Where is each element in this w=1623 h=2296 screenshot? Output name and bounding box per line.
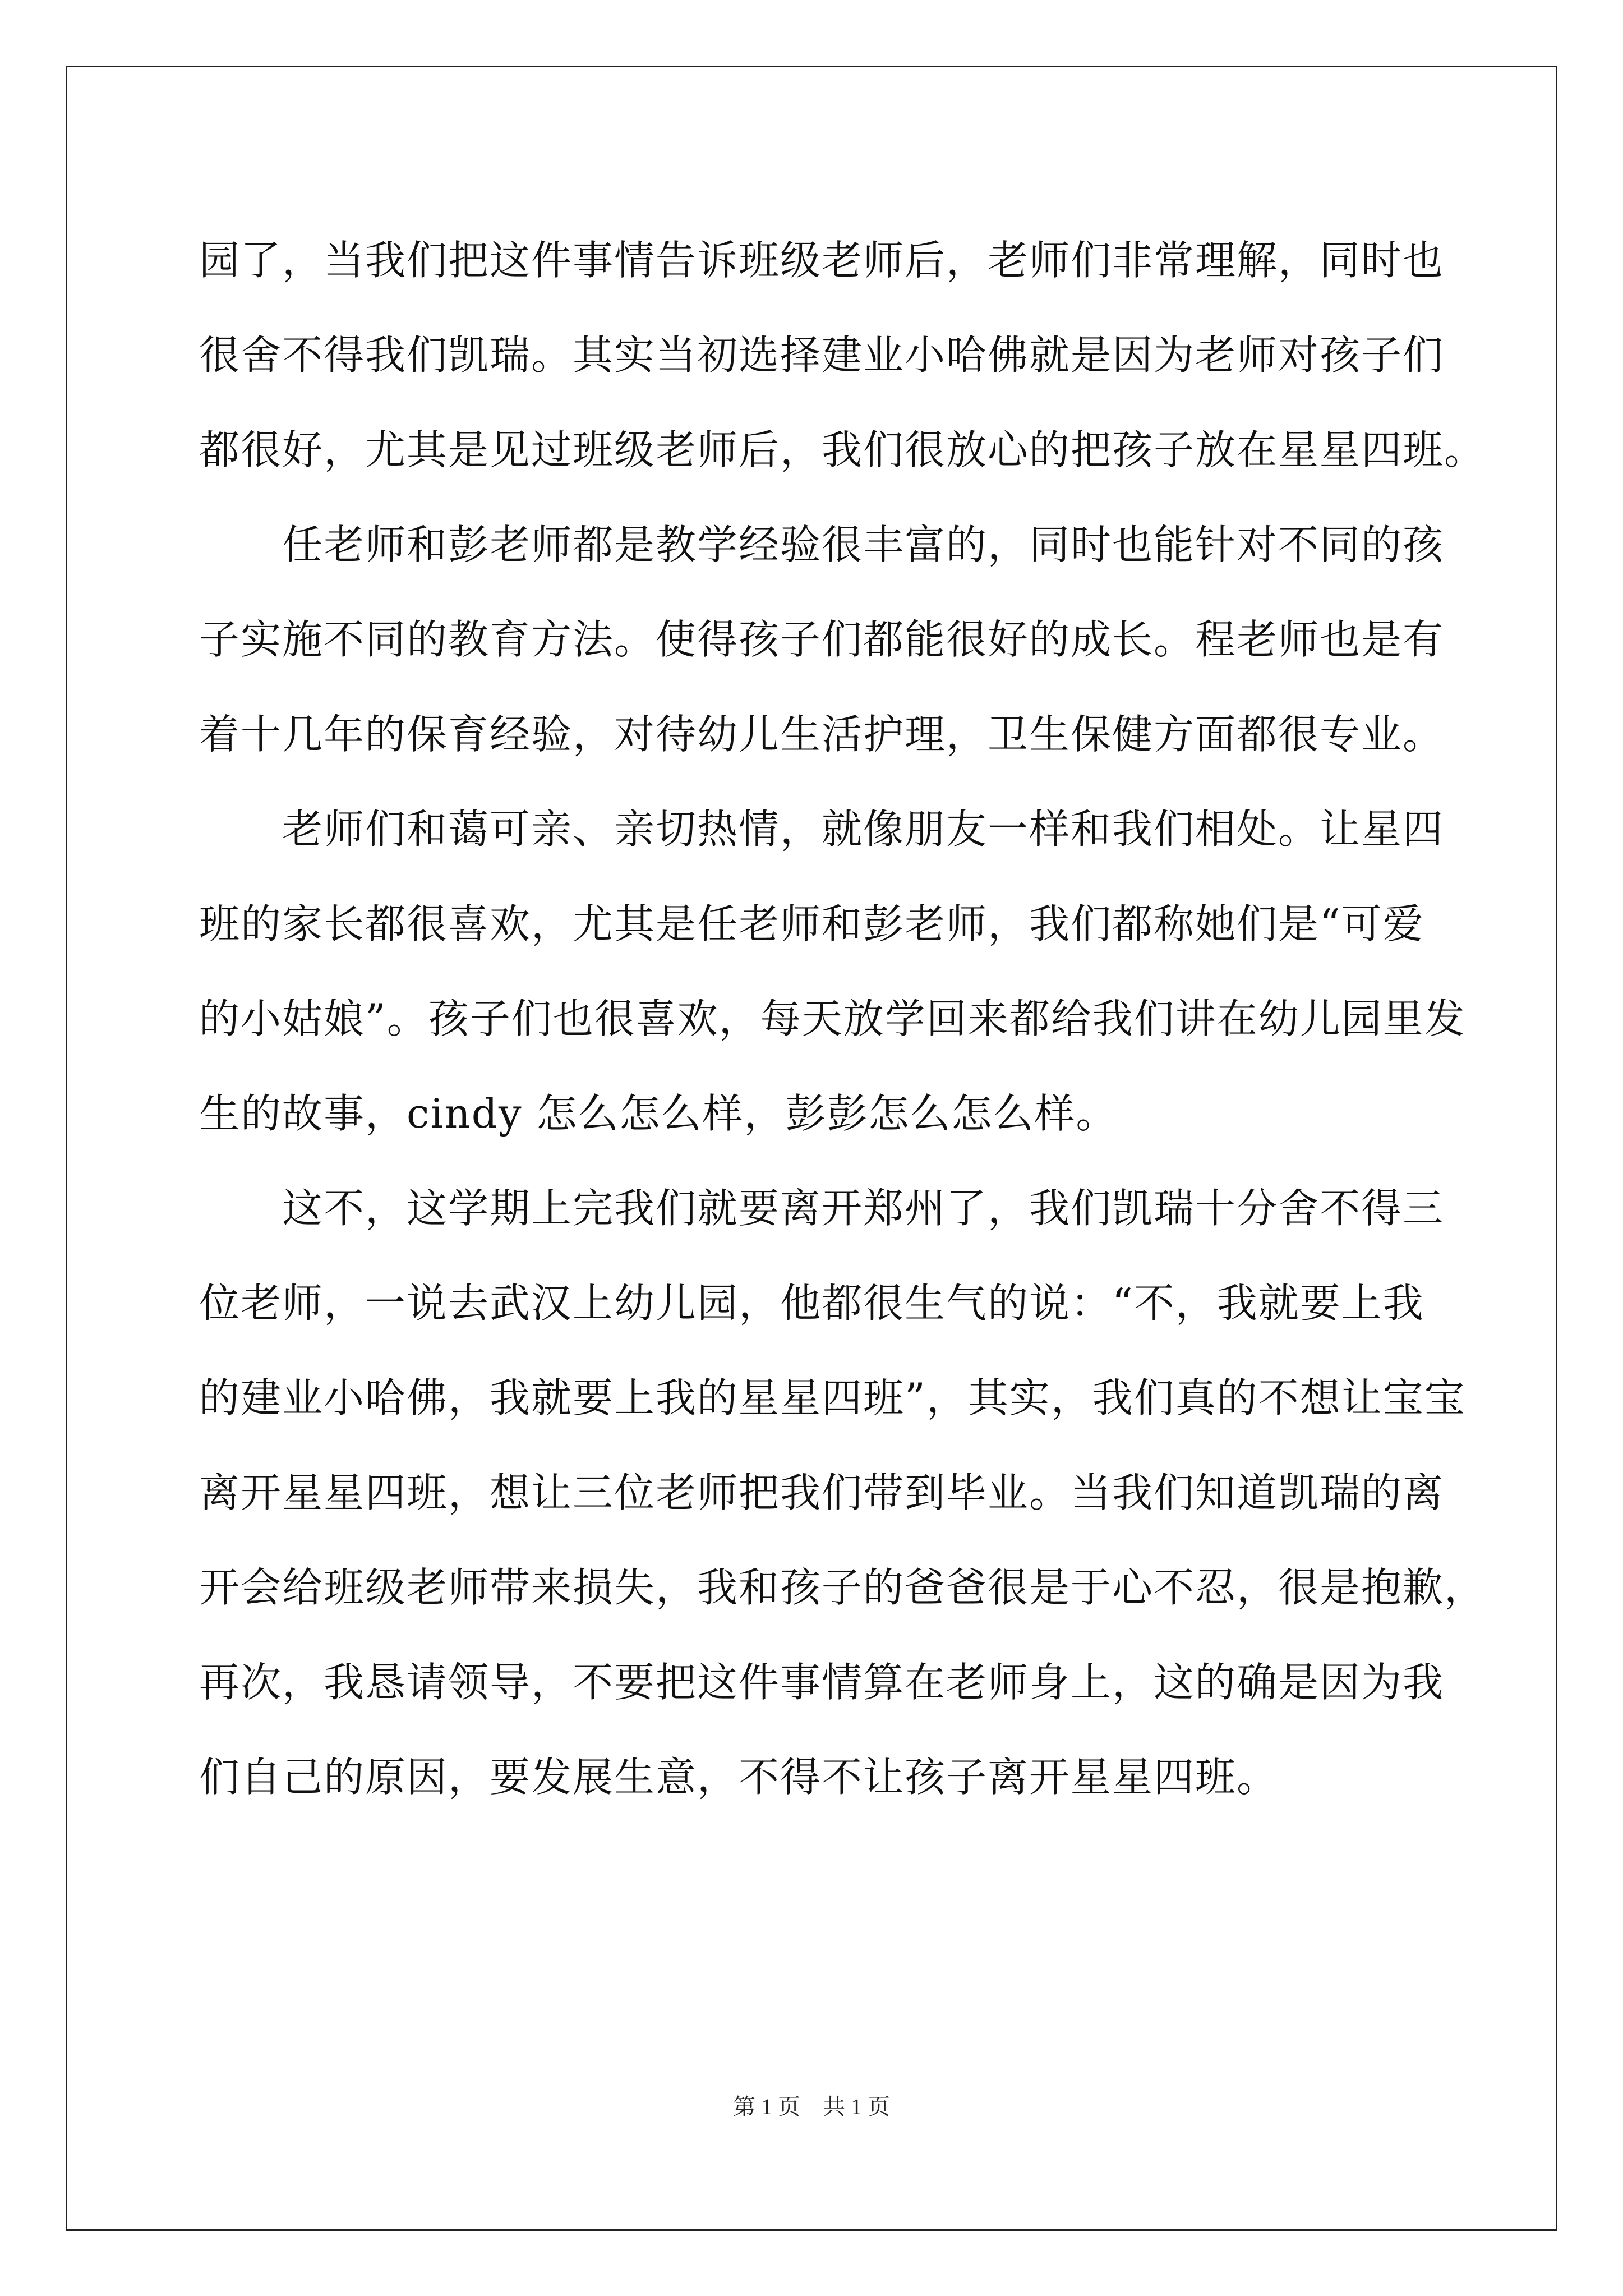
text-line: 这不，这学期上完我们就要离开郑州了，我们凯瑞十分舍不得三: [199, 1185, 1445, 1232]
text-line: 再次，我恳请领导，不要把这件事情算在老师身上，这的确是因为我: [199, 1659, 1445, 1706]
page-footer: [0, 2089, 1623, 2121]
text-line: 的小姑娘”。孩子们也很喜欢，每天放学回来都给我们讲在幼儿园里发: [199, 995, 1466, 1042]
page-number: 第 1 页 共 1 页: [733, 2094, 890, 2119]
document-body: [199, 213, 1486, 1825]
text-line: 开会给班级老师带来损失，我和孩子的爸爸很是于心不忍，很是抱歉，: [199, 1564, 1486, 1611]
text-line: 位老师，一说去武汉上幼儿园，他都很生气的说：“不，我就要上我: [199, 1280, 1424, 1327]
text-line: 离开星星四班，想让三位老师把我们带到毕业。当我们知道凯瑞的离: [199, 1469, 1445, 1516]
text-line: 的建业小哈佛，我就要上我的星星四班”，其实，我们真的不想让宝宝: [199, 1374, 1466, 1421]
text-line: 生的故事，cindy 怎么怎么样，彭彭怎么怎么样。: [199, 1090, 1118, 1137]
text-line: 子实施不同的教育方法。使得孩子们都能很好的成长。程老师也是有: [199, 616, 1445, 663]
text-line: 着十几年的保育经验，对待幼儿生活护理，卫生保健方面都很专业。: [199, 711, 1445, 758]
text-line: 老师们和蔼可亲、亲切热情，就像朋友一样和我们相处。让星四: [199, 806, 1445, 853]
text-line: 班的家长都很喜欢，尤其是任老师和彭老师，我们都称她们是“可爱: [199, 900, 1424, 947]
text-line: 都很好，尤其是见过班级老师后，我们很放心的把孩子放在星星四班。: [199, 426, 1486, 473]
text-line: 很舍不得我们凯瑞。其实当初选择建业小哈佛就是因为老师对孩子们: [199, 332, 1445, 379]
text-line: 们自己的原因，要发展生意，不得不让孩子离开星星四班。: [199, 1754, 1279, 1801]
text-line: 任老师和彭老师都是教学经验很丰富的，同时也能针对不同的孩: [199, 521, 1445, 568]
text-line: 园了，当我们把这件事情告诉班级老师后，老师们非常理解，同时也: [199, 237, 1445, 284]
